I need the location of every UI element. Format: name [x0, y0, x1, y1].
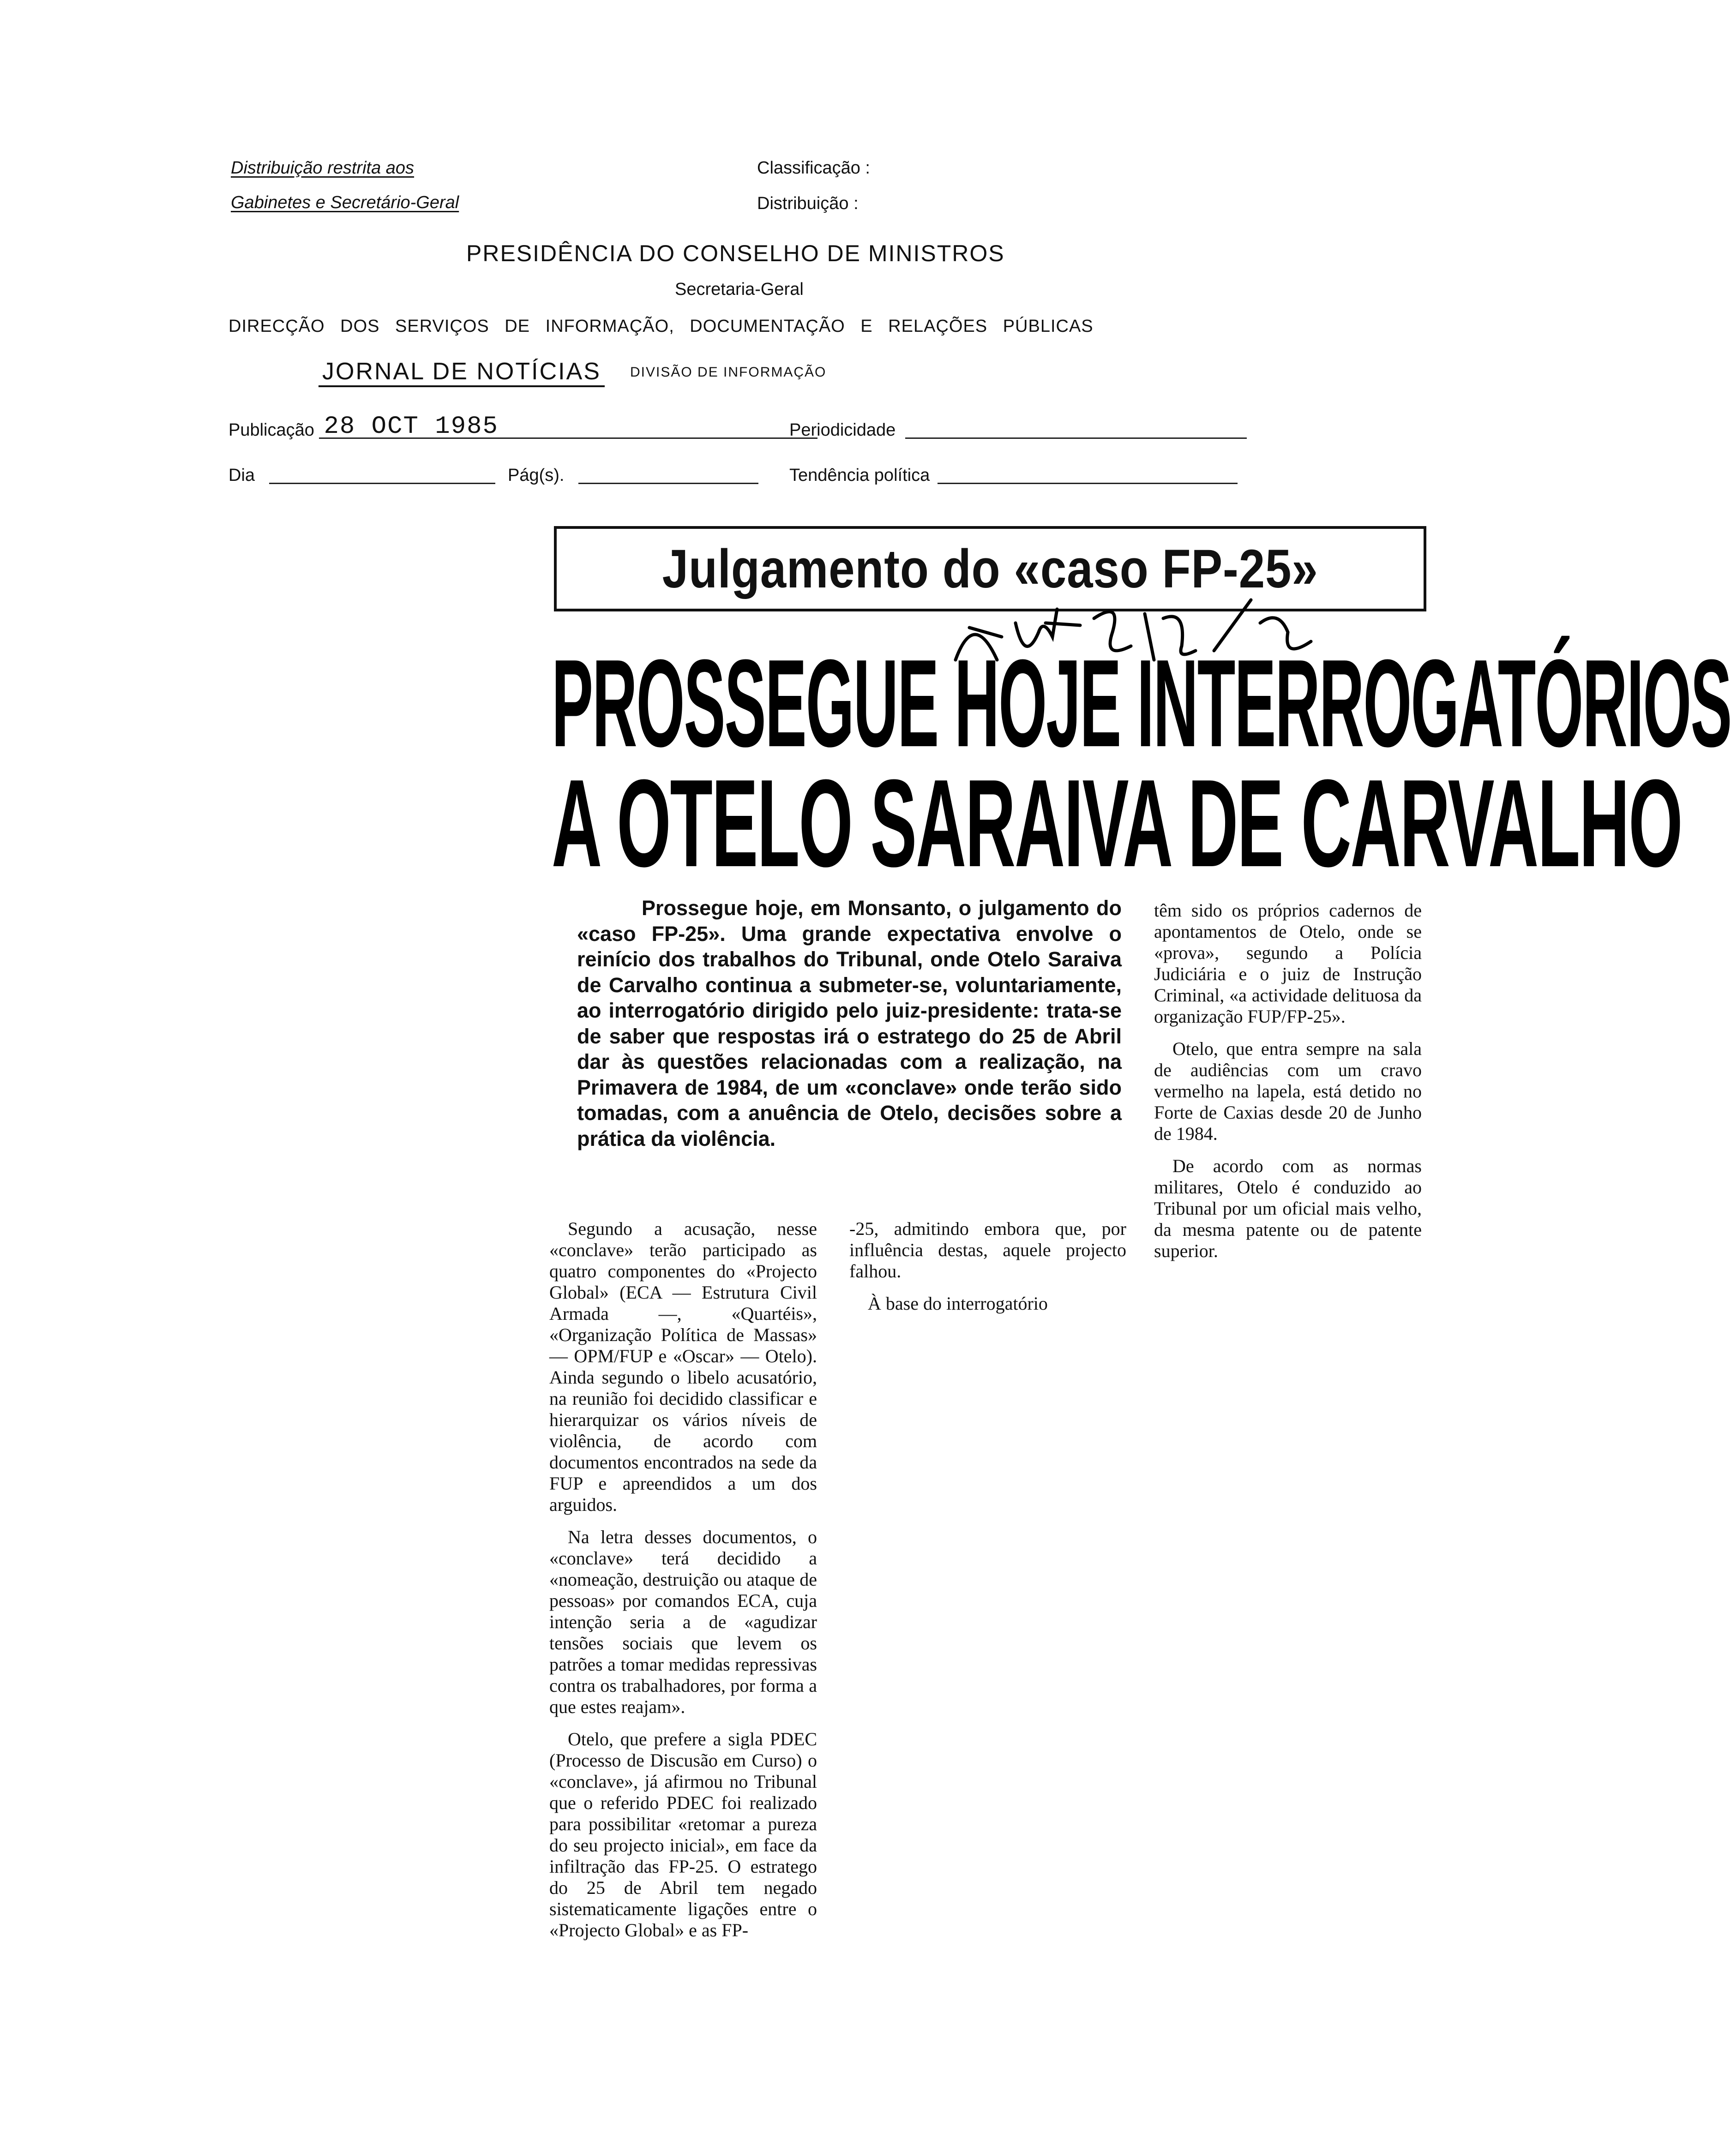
publicacao-label: Publicação — [228, 420, 314, 440]
divisao-label: DIVISÃO DE INFORMAÇÃO — [630, 365, 827, 380]
column-middle — [849, 1218, 1126, 1325]
col1-paragraph-3: Otelo, que prefere a sigla PDEC (Processo de Discusão em Curso) o «conclave», já afirmou no Tribunal que o referido PDEC foi realizado para possibilitar «retomar a pureza do seu projecto inicial», em face da infiltração das FP-25. O estratego do 25 de Abril tem negado sistematicamente ligações entre o «Projecto Global» e as FP- — [549, 1729, 817, 1940]
periodicidade-field — [905, 421, 1247, 439]
secretaria-geral: Secretaria-Geral — [675, 280, 804, 299]
headline-line-1: PROSSEGUE HOJE INTERROGATÓRIOS — [552, 634, 1731, 773]
col2-paragraph-2: À base do interrogatório — [868, 1293, 1048, 1314]
tendencia-field — [938, 466, 1238, 484]
distribuicao-label: Distribuição : — [757, 194, 859, 213]
pags-row — [508, 466, 758, 484]
restricted-line-2: Gabinetes e Secretário-Geral — [231, 193, 459, 212]
pags-field — [578, 466, 758, 484]
col3-paragraph-3: De acordo com as normas militares, Otelo é conduzido ao Tribunal por um oficial mais velho, da mesma patente ou de patente superior. — [1154, 1156, 1422, 1261]
stamp-newspaper-name: JORNAL DE NOTÍCIAS — [322, 358, 601, 385]
publicacao-field — [319, 413, 817, 441]
article-lead: Prossegue hoje, em Monsanto, o julgamento do «caso FP-25». Uma grande expectativa envolve o reinício dos trabalhos do Tribunal, onde Otelo Saraiva de Carvalho continua a submeter-se, voluntariamente, ao interrogatório dirigido pelo juiz-presidente: trata-se de saber que respostas irá o estratego do 25 de Abril dar às questões relacionadas com a realização, na Primavera de 1984, de um «conclave» onde terão sido tomadas, com a anuência de Otelo, decisões sobre a prática da violência. — [577, 896, 1122, 1150]
headline-line-2: A OTELO SARAIVA DE CARVALHO — [552, 754, 1682, 893]
col1-paragraph-2: Na letra desses documentos, o «conclave» terá decidido a «nomeação, destruição ou ataque de pessoas» por comandos ECA, cuja intenção seria a de «agudizar tensões sociais que levem os patrões a tomar medidas repressivas contra os trabalhadores, por forma a que estes reajam». — [549, 1527, 817, 1717]
direccao-line: DIRECÇÃO DOS SERVIÇOS DE INFORMAÇÃO, DOCUMENTAÇÃO E RELAÇÕES PÚBLICAS — [228, 317, 1094, 336]
periodicidade-label: Periodicidade — [789, 420, 896, 440]
column-right — [1154, 900, 1422, 1273]
periodicidade-row — [789, 421, 1247, 439]
newspaper-stamp — [319, 358, 605, 387]
dia-row — [228, 466, 495, 484]
col3-paragraph-2: Otelo, que entra sempre na sala de audiências com um cravo vermelho na lapela, está detido no Forte de Caxias desde 20 de Junho de 1984. — [1154, 1038, 1422, 1144]
date-stamp: 28 OCT 1985 — [324, 413, 499, 441]
tendencia-label: Tendência política — [789, 466, 930, 485]
col1-paragraph-1: Segundo a acusação, nesse «conclave» terão participado as quatro componentes do «Projecto Global» (ECA — Estrutura Civil Armada —, «Quartéis», «Organização Política de Massas» — OPM/FUP e «Oscar» — Otelo). Ainda segundo o libelo acusatório, na reunião foi decidido classificar e hierarquizar os vários níveis de violência, de acordo com documentos encontrados na sede da FUP e apreendidos a um dos arguidos. — [549, 1218, 817, 1515]
kicker-text: Julgamento do «caso FP-25» — [662, 538, 1318, 599]
handwritten-note-text — [946, 581, 949, 582]
restricted-line-1: Distribuição restrita aos — [231, 158, 415, 178]
pags-label: Pág(s). — [508, 466, 565, 485]
dia-field — [269, 466, 495, 484]
presidencia-title: PRESIDÊNCIA DO CONSELHO DE MINISTROS — [466, 240, 1005, 266]
tendencia-row — [789, 466, 1238, 484]
col2-paragraph-1: -25, admitindo embora que, por influência destas, aquele projecto falhou. — [849, 1218, 1126, 1282]
publicacao-row — [228, 413, 817, 441]
dia-label: Dia — [228, 466, 255, 485]
col3-paragraph-1: têm sido os próprios cadernos de apontamentos de Otelo, onde se «prova», segundo a Polícia Judiciária e o juiz de Instrução Criminal, «a actividade delituosa da organização FUP/FP-25». — [1154, 900, 1422, 1027]
classificacao-label: Classificação : — [757, 158, 870, 178]
column-left — [549, 1218, 817, 1952]
